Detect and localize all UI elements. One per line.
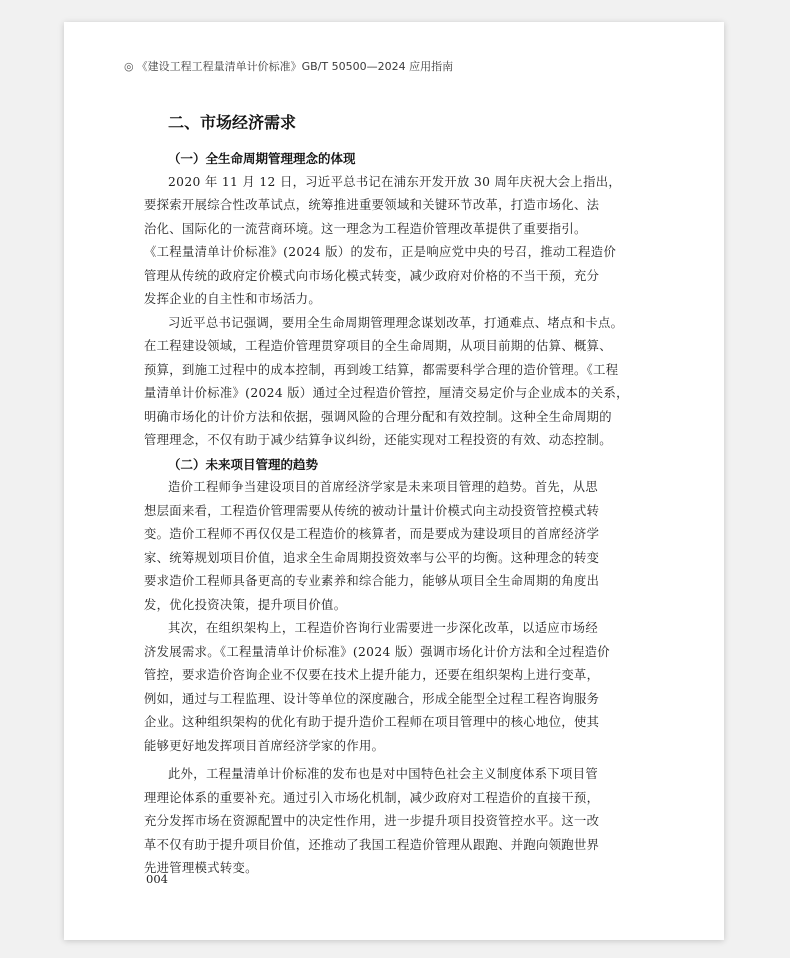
section-title: 二、市场经济需求 [168, 113, 297, 132]
running-header [124, 58, 453, 74]
text-line: 造价工程师争当建设项目的首席经济学家是未来项目管理的趋势。首先，从思 [168, 480, 598, 494]
paragraph [144, 171, 714, 312]
paragraph [144, 476, 714, 617]
text-line: 量清单计价标准》(2024 版）通过全过程造价管控，厘清交易定价与企业成本的关系， [144, 386, 629, 400]
text-line: 明确市场化的计价方法和依据，强调风险的合理分配和有效控制。这种全生命周期的 [144, 409, 612, 424]
running-header-text: 《建设工程工程量清单计价标准》GB/T 50500—2024 应用指南 [136, 60, 454, 73]
text-line: 管理从传统的政府定价模式向市场化模式转变，减少政府对价格的不当干预，充分 [144, 268, 600, 283]
text-line: 预算，到施工过程中的成本控制，再到竣工结算，都需要科学合理的造价管理。《工程 [144, 362, 619, 377]
page-body [144, 108, 714, 881]
text-line: 想层面来看，工程造价管理需要从传统的被动计量计价模式向主动投资管控模式转 [144, 503, 600, 518]
text-line: 家、统筹规划项目价值，追求全生命周期投资效率与公平的均衡。这种理念的转变 [144, 550, 600, 565]
text-line: 治化、国际化的一流营商环境。这一理念为工程造价管理改革提供了重要指引。 [144, 221, 587, 236]
paragraph [144, 312, 714, 453]
text-line: 管控，要求造价咨询企业不仅要在技术上提升能力，还要在组织架构上进行变革， [144, 668, 600, 682]
text-line: 例如，通过与工程监理、设计等单位的深度融合，形成全能型全过程工程咨询服务 [144, 691, 600, 706]
text-line: 管理理念，不仅有助于减少结算争议纠纷，还能实现对工程投资的有效、动态控制。 [144, 433, 612, 447]
circle-ornament-icon: ◎ [124, 60, 134, 73]
text-line: 其次，在组织架构上，工程造价咨询行业需要进一步深化改革，以适应市场经 [168, 621, 598, 635]
text-line: 2020 年 11 月 12 日，习近平总书记在浦东开发开放 30 周年庆祝大会上指出， [168, 174, 622, 189]
paragraph [144, 763, 714, 881]
text-line: 能够更好地发挥项目首席经济学家的作用。 [144, 738, 385, 753]
text-line: 要探索开展综合性改革试点，统筹推进重要领域和关键环节改革，打造市场化、法 [144, 198, 600, 212]
text-line: 习近平总书记强调，要用全生命周期管理理念谋划改革，打通难点、堵点和卡点。 [168, 315, 624, 330]
page-number: 004 [146, 872, 168, 886]
text-line: 发挥企业的自主性和市场活力。 [144, 292, 322, 306]
book-page [64, 22, 724, 940]
text-line: 要求造价工程师具备更高的专业素养和综合能力，能够从项目全生命周期的角度出 [144, 574, 600, 588]
subsection-title-1: （一）全生命周期管理理念的体现 [168, 151, 356, 166]
text-line: 革不仅有助于提升项目价值，还推动了我国工程造价管理从跟跑、并跑向领跑世界 [144, 837, 600, 852]
text-line: 《工程量清单计价标准》(2024 版）的发布，正是响应党中央的号召，推动工程造价 [144, 245, 617, 259]
text-line: 先进管理模式转变。 [144, 861, 258, 875]
paragraph [144, 617, 714, 758]
text-line: 理理论体系的重要补充。通过引入市场化机制，减少政府对工程造价的直接干预， [144, 790, 600, 805]
text-line: 企业。这种组织架构的优化有助于提升造价工程师在项目管理中的核心地位，使其 [144, 715, 600, 729]
text-line: 变。造价工程师不再仅仅是工程造价的核算者，而是要成为建设项目的首席经济学 [144, 527, 600, 541]
text-line: 充分发挥市场在资源配置中的决定性作用，进一步提升项目投资管控水平。这一改 [144, 814, 600, 828]
text-line: 在工程建设领域，工程造价管理贯穿项目的全生命周期，从项目前期的估算、概算、 [144, 339, 612, 353]
subsection-title-2: （二）未来项目管理的趋势 [168, 456, 319, 472]
text-line: 发，优化投资决策，提升项目价值。 [144, 597, 347, 612]
text-line: 此外，工程量清单计价标准的发布也是对中国特色社会主义制度体系下项目管 [168, 767, 598, 781]
text-line: 济发展需求。《工程量清单计价标准》(2024 版）强调市场化计价方法和全过程造价 [144, 644, 610, 659]
